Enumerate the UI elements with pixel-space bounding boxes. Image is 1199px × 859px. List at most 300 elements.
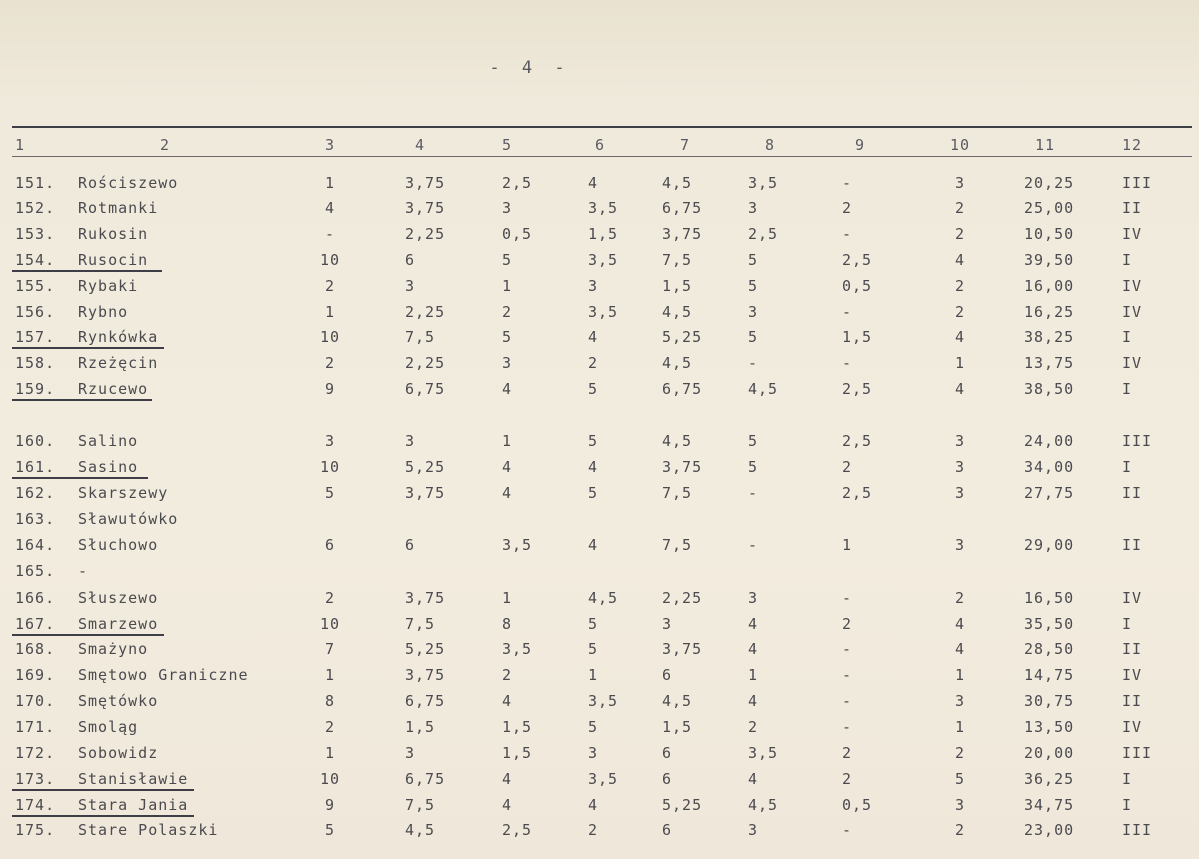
cell-col-12: IV	[1122, 718, 1143, 736]
table-row	[0, 351, 1199, 375]
cell-col-9: 2,5	[842, 251, 873, 269]
table-row	[0, 741, 1199, 765]
cell-col-5: 4	[502, 770, 513, 788]
cell-col-12: II	[1122, 484, 1143, 502]
cell-col-7: 3,75	[662, 225, 703, 243]
row-number: 159.	[15, 380, 56, 398]
cell-col-7: 1,5	[662, 277, 693, 295]
row-number: 173.	[15, 770, 56, 788]
row-number: 155.	[15, 277, 56, 295]
cell-col-12: I	[1122, 251, 1133, 269]
cell-col-10: 3	[954, 432, 966, 450]
cell-col-5: 5	[502, 328, 513, 346]
cell-col-12: IV	[1122, 277, 1143, 295]
cell-col-11: 10,50	[1024, 225, 1075, 243]
cell-col-3: 2	[324, 589, 336, 607]
cell-col-7: 1,5	[662, 718, 693, 736]
cell-col-8: 3	[748, 821, 759, 839]
cell-col-4: 3	[405, 277, 416, 295]
cell-col-3: 8	[324, 692, 336, 710]
row-number: 157.	[15, 328, 56, 346]
locality-name: Salino	[78, 432, 139, 450]
locality-name: Sasino	[78, 458, 139, 476]
cell-col-4: 6,75	[405, 692, 446, 710]
cell-col-6: 2	[588, 354, 599, 372]
header-col-11: 11	[1035, 136, 1056, 154]
table-header-row	[0, 133, 1199, 157]
cell-col-7: 3,75	[662, 458, 703, 476]
cell-col-6: 5	[588, 718, 599, 736]
cell-col-5: 2	[502, 303, 513, 321]
cell-col-7: 5,25	[662, 328, 703, 346]
cell-col-12: III	[1122, 174, 1153, 192]
header-col-7: 7	[680, 136, 691, 154]
cell-col-10: 2	[954, 821, 966, 839]
locality-name: Stara Jania	[78, 796, 189, 814]
cell-col-8: 4	[748, 770, 759, 788]
cell-col-5: 5	[502, 251, 513, 269]
cell-col-12: I	[1122, 615, 1133, 633]
cell-col-3: 2	[324, 277, 336, 295]
locality-name: Rukosin	[78, 225, 149, 243]
cell-col-3: 7	[324, 640, 336, 658]
header-col-8: 8	[765, 136, 776, 154]
cell-col-11: 30,75	[1024, 692, 1075, 710]
table-row	[0, 274, 1199, 298]
row-number: 165.	[15, 562, 56, 580]
table-row	[0, 481, 1199, 505]
cell-col-10: 2	[954, 303, 966, 321]
table-row	[0, 300, 1199, 324]
cell-col-8: 5	[748, 251, 759, 269]
cell-col-9: -	[842, 303, 853, 321]
cell-col-3: 5	[324, 484, 336, 502]
cell-col-4: 3,75	[405, 666, 446, 684]
cell-col-10: 5	[954, 770, 966, 788]
locality-name: Rościszewo	[78, 174, 179, 192]
cell-col-6: 5	[588, 615, 599, 633]
cell-col-7: 2,25	[662, 589, 703, 607]
table-row	[0, 663, 1199, 687]
table-row	[0, 818, 1199, 842]
cell-col-5: 4	[502, 458, 513, 476]
cell-col-4: 1,5	[405, 718, 436, 736]
cell-col-9: -	[842, 225, 853, 243]
cell-col-4: 3	[405, 432, 416, 450]
cell-col-11: 23,00	[1024, 821, 1075, 839]
table-row	[0, 559, 1199, 583]
cell-col-12: I	[1122, 328, 1133, 346]
table-row	[0, 689, 1199, 713]
locality-name: Smoląg	[78, 718, 139, 736]
cell-col-8: 3	[748, 303, 759, 321]
cell-col-10: 1	[954, 354, 966, 372]
header-col-9: 9	[855, 136, 866, 154]
cell-col-7: 6	[662, 770, 673, 788]
cell-col-6: 3,5	[588, 303, 619, 321]
locality-name: Sławutówko	[78, 510, 179, 528]
header-col-1: 1	[15, 136, 26, 154]
cell-col-12: IV	[1122, 666, 1143, 684]
cell-col-6: 5	[588, 380, 599, 398]
table-row	[0, 196, 1199, 220]
cell-col-9: -	[842, 692, 853, 710]
cell-col-12: IV	[1122, 354, 1143, 372]
cell-col-10: 1	[954, 718, 966, 736]
cell-col-7: 6	[662, 666, 673, 684]
cell-col-8: 5	[748, 277, 759, 295]
cell-col-12: II	[1122, 199, 1143, 217]
cell-col-9: 2	[842, 770, 853, 788]
cell-col-10: 3	[954, 536, 966, 554]
underline-mark	[12, 477, 148, 479]
cell-col-12: I	[1122, 770, 1133, 788]
cell-col-8: 2,5	[748, 225, 779, 243]
table-row	[0, 248, 1199, 272]
cell-col-7: 3	[662, 615, 673, 633]
cell-col-9: -	[842, 354, 853, 372]
cell-col-7: 5,25	[662, 796, 703, 814]
cell-col-7: 7,5	[662, 251, 693, 269]
cell-col-5: 1	[502, 432, 513, 450]
cell-col-12: II	[1122, 692, 1143, 710]
cell-col-3: 5	[324, 821, 336, 839]
cell-col-6: 4	[588, 458, 599, 476]
cell-col-3: 9	[324, 796, 336, 814]
cell-col-4: 7,5	[405, 328, 436, 346]
cell-col-4: 4,5	[405, 821, 436, 839]
row-number: 153.	[15, 225, 56, 243]
underline-mark	[12, 270, 162, 272]
cell-col-11: 13,50	[1024, 718, 1075, 736]
row-number: 154.	[15, 251, 56, 269]
cell-col-6: 4	[588, 174, 599, 192]
table-row	[0, 222, 1199, 246]
cell-col-7: 4,5	[662, 303, 693, 321]
cell-col-10: 3	[954, 692, 966, 710]
cell-col-8: -	[748, 536, 759, 554]
cell-col-5: 3	[502, 199, 513, 217]
row-number: 162.	[15, 484, 56, 502]
cell-col-3: 10	[319, 458, 341, 476]
table-row	[0, 429, 1199, 453]
cell-col-6: 5	[588, 432, 599, 450]
cell-col-6: 1	[588, 666, 599, 684]
cell-col-10: 4	[954, 328, 966, 346]
locality-name: Rybaki	[78, 277, 139, 295]
cell-col-3: 10	[319, 251, 341, 269]
cell-col-10: 4	[954, 251, 966, 269]
cell-col-6: 4	[588, 536, 599, 554]
cell-col-12: IV	[1122, 589, 1143, 607]
locality-name: Sobowidz	[78, 744, 159, 762]
cell-col-9: 2	[842, 458, 853, 476]
cell-col-3: 9	[324, 380, 336, 398]
cell-col-6: 3,5	[588, 251, 619, 269]
cell-col-7: 4,5	[662, 692, 693, 710]
cell-col-8: 4	[748, 692, 759, 710]
cell-col-4: 2,25	[405, 303, 446, 321]
cell-col-5: 4	[502, 484, 513, 502]
cell-col-10: 4	[954, 380, 966, 398]
locality-name: Stare Polaszki	[78, 821, 219, 839]
underline-mark	[12, 347, 164, 349]
cell-col-4: 3	[405, 744, 416, 762]
header-col-2: 2	[160, 136, 171, 154]
cell-col-8: 2	[748, 718, 759, 736]
cell-col-7: 7,5	[662, 484, 693, 502]
table-row	[0, 793, 1199, 817]
cell-col-8: 3,5	[748, 174, 779, 192]
page-number: - 4 -	[489, 58, 571, 78]
cell-col-3: 1	[324, 744, 336, 762]
locality-name: Smarzewo	[78, 615, 159, 633]
cell-col-6: 5	[588, 640, 599, 658]
row-number: 169.	[15, 666, 56, 684]
cell-col-8: 5	[748, 432, 759, 450]
locality-name: Smażyno	[78, 640, 149, 658]
underline-mark	[12, 789, 194, 791]
cell-col-8: 4,5	[748, 380, 779, 398]
row-number: 152.	[15, 199, 56, 217]
cell-col-3: 10	[319, 615, 341, 633]
cell-col-10: 3	[954, 484, 966, 502]
cell-col-11: 16,50	[1024, 589, 1075, 607]
cell-col-8: 3	[748, 589, 759, 607]
cell-col-10: 3	[954, 174, 966, 192]
cell-col-5: 1,5	[502, 744, 533, 762]
cell-col-10: 4	[954, 615, 966, 633]
cell-col-9: 2,5	[842, 380, 873, 398]
cell-col-5: 4	[502, 380, 513, 398]
row-number: 164.	[15, 536, 56, 554]
table-row	[0, 377, 1199, 401]
cell-col-6: 3,5	[588, 199, 619, 217]
cell-col-9: -	[842, 718, 853, 736]
cell-col-12: III	[1122, 821, 1153, 839]
cell-col-5: 4	[502, 796, 513, 814]
cell-col-4: 7,5	[405, 615, 436, 633]
cell-col-3: 1	[324, 303, 336, 321]
table-row	[0, 455, 1199, 479]
cell-col-4: 2,25	[405, 354, 446, 372]
cell-col-9: -	[842, 640, 853, 658]
locality-name: Rzucewo	[78, 380, 149, 398]
cell-col-8: 5	[748, 458, 759, 476]
cell-col-11: 35,50	[1024, 615, 1075, 633]
cell-col-11: 27,75	[1024, 484, 1075, 502]
table-row	[0, 533, 1199, 557]
cell-col-12: IV	[1122, 303, 1143, 321]
table-row	[0, 586, 1199, 610]
cell-col-4: 3,75	[405, 199, 446, 217]
cell-col-8: 4	[748, 640, 759, 658]
cell-col-5: 3,5	[502, 640, 533, 658]
cell-col-3: 2	[324, 718, 336, 736]
cell-col-12: I	[1122, 458, 1133, 476]
row-number: 158.	[15, 354, 56, 372]
cell-col-5: 2,5	[502, 174, 533, 192]
cell-col-3: 10	[319, 328, 341, 346]
cell-col-8: 4,5	[748, 796, 779, 814]
cell-col-4: 6	[405, 251, 416, 269]
cell-col-7: 4,5	[662, 354, 693, 372]
cell-col-11: 14,75	[1024, 666, 1075, 684]
locality-name: Smętówko	[78, 692, 159, 710]
cell-col-10: 2	[954, 225, 966, 243]
cell-col-4: 7,5	[405, 796, 436, 814]
cell-col-3: -	[324, 225, 336, 243]
cell-col-3: 3	[324, 432, 336, 450]
cell-col-11: 28,50	[1024, 640, 1075, 658]
locality-name: Skarszewy	[78, 484, 169, 502]
cell-col-11: 36,25	[1024, 770, 1075, 788]
underline-mark	[12, 634, 164, 636]
row-number: 168.	[15, 640, 56, 658]
cell-col-4: 5,25	[405, 458, 446, 476]
cell-col-8: 1	[748, 666, 759, 684]
cell-col-5: 2,5	[502, 821, 533, 839]
header-rule	[12, 156, 1192, 157]
row-number: 170.	[15, 692, 56, 710]
table-row	[0, 637, 1199, 661]
cell-col-11: 20,00	[1024, 744, 1075, 762]
underline-mark	[12, 399, 152, 401]
cell-col-6: 2	[588, 821, 599, 839]
row-number: 172.	[15, 744, 56, 762]
cell-col-10: 4	[954, 640, 966, 658]
cell-col-7: 3,75	[662, 640, 703, 658]
table-top-rule	[12, 126, 1192, 128]
cell-col-5: 1	[502, 277, 513, 295]
cell-col-9: -	[842, 589, 853, 607]
table-row	[0, 612, 1199, 636]
cell-col-12: II	[1122, 640, 1143, 658]
row-number: 171.	[15, 718, 56, 736]
cell-col-11: 38,25	[1024, 328, 1075, 346]
locality-name: Stanisławie	[78, 770, 189, 788]
locality-name: Słuchowo	[78, 536, 159, 554]
row-number: 174.	[15, 796, 56, 814]
cell-col-3: 1	[324, 174, 336, 192]
cell-col-3: 2	[324, 354, 336, 372]
cell-col-10: 3	[954, 458, 966, 476]
table-row	[0, 767, 1199, 791]
row-number: 160.	[15, 432, 56, 450]
header-col-4: 4	[415, 136, 426, 154]
cell-col-4: 3,75	[405, 174, 446, 192]
cell-col-8: -	[748, 484, 759, 502]
cell-col-6: 3,5	[588, 770, 619, 788]
cell-col-8: 4	[748, 615, 759, 633]
locality-name: Rybno	[78, 303, 129, 321]
cell-col-5: 0,5	[502, 225, 533, 243]
cell-col-6: 3,5	[588, 692, 619, 710]
cell-col-6: 5	[588, 484, 599, 502]
cell-col-6: 4	[588, 328, 599, 346]
row-number: 167.	[15, 615, 56, 633]
cell-col-5: 3	[502, 354, 513, 372]
cell-col-8: 5	[748, 328, 759, 346]
cell-col-7: 7,5	[662, 536, 693, 554]
header-col-10: 10	[949, 136, 971, 154]
cell-col-5: 1,5	[502, 718, 533, 736]
cell-col-9: -	[842, 174, 853, 192]
cell-col-11: 20,25	[1024, 174, 1075, 192]
cell-col-8: 3,5	[748, 744, 779, 762]
cell-col-11: 13,75	[1024, 354, 1075, 372]
cell-col-5: 3,5	[502, 536, 533, 554]
cell-col-12: I	[1122, 796, 1133, 814]
cell-col-11: 34,00	[1024, 458, 1075, 476]
locality-name: Rotmanki	[78, 199, 159, 217]
cell-col-3: 10	[319, 770, 341, 788]
cell-col-4: 6,75	[405, 770, 446, 788]
header-col-3: 3	[324, 136, 336, 154]
cell-col-12: II	[1122, 536, 1143, 554]
cell-col-9: 2	[842, 199, 853, 217]
row-number: 161.	[15, 458, 56, 476]
cell-col-5: 4	[502, 692, 513, 710]
cell-col-6: 4,5	[588, 589, 619, 607]
cell-col-9: 2,5	[842, 484, 873, 502]
cell-col-4: 6	[405, 536, 416, 554]
cell-col-9: 2	[842, 615, 853, 633]
cell-col-10: 2	[954, 744, 966, 762]
cell-col-7: 6,75	[662, 199, 703, 217]
row-number: 156.	[15, 303, 56, 321]
cell-col-4: 2,25	[405, 225, 446, 243]
cell-col-4: 3,75	[405, 484, 446, 502]
cell-col-9: 0,5	[842, 277, 873, 295]
locality-name: Rynkówka	[78, 328, 159, 346]
locality-name: Smętowo Graniczne	[78, 666, 249, 684]
cell-col-5: 2	[502, 666, 513, 684]
cell-col-3: 6	[324, 536, 336, 554]
row-number: 151.	[15, 174, 56, 192]
cell-col-10: 2	[954, 199, 966, 217]
cell-col-5: 1	[502, 589, 513, 607]
cell-col-11: 34,75	[1024, 796, 1075, 814]
cell-col-6: 3	[588, 277, 599, 295]
locality-name: -	[78, 562, 89, 580]
cell-col-9: -	[842, 666, 853, 684]
cell-col-10: 2	[954, 277, 966, 295]
cell-col-9: -	[842, 821, 853, 839]
locality-name: Rusocin	[78, 251, 149, 269]
cell-col-9: 2,5	[842, 432, 873, 450]
cell-col-6: 4	[588, 796, 599, 814]
cell-col-9: 1,5	[842, 328, 873, 346]
row-number: 175.	[15, 821, 56, 839]
cell-col-3: 4	[324, 199, 336, 217]
table-row	[0, 325, 1199, 349]
cell-col-11: 16,25	[1024, 303, 1075, 321]
cell-col-9: 0,5	[842, 796, 873, 814]
cell-col-7: 4,5	[662, 432, 693, 450]
cell-col-4: 6,75	[405, 380, 446, 398]
row-number: 163.	[15, 510, 56, 528]
cell-col-11: 24,00	[1024, 432, 1075, 450]
cell-col-11: 38,50	[1024, 380, 1075, 398]
header-col-6: 6	[595, 136, 606, 154]
cell-col-3: 1	[324, 666, 336, 684]
cell-col-6: 1,5	[588, 225, 619, 243]
cell-col-12: IV	[1122, 225, 1143, 243]
cell-col-12: I	[1122, 380, 1133, 398]
cell-col-7: 4,5	[662, 174, 693, 192]
cell-col-6: 3	[588, 744, 599, 762]
